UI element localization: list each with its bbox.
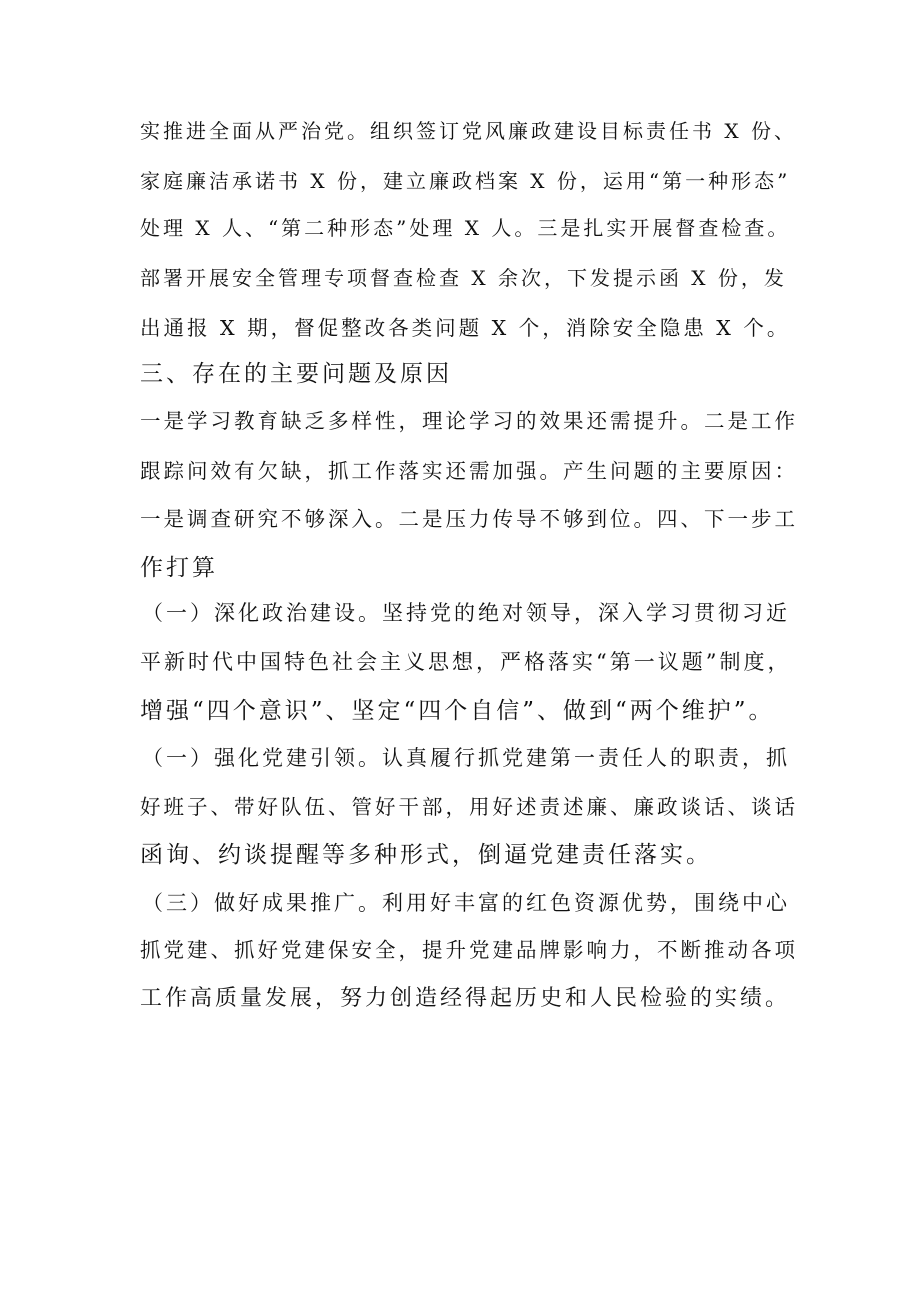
text-line: 家庭廉洁承诺书 X 份，建立廉政档案 X 份，运用“第一种形态”	[140, 169, 791, 193]
text-line: 处理 X 人、“第二种形态”处理 X 人。三是扎实开展督查检查。	[140, 216, 791, 240]
text-line: 平新时代中国特色社会主义思想，严格落实“第一议题”制度，	[140, 650, 792, 674]
text-line: 一是调查研究不够深入。二是压力传导不够到位。四、下一步工	[140, 507, 798, 531]
text-line: 出通报 X 期，督促整改各类问题 X 个，消除安全隐患 X 个。	[140, 316, 791, 340]
text-line: 函询、约谈提醒等多种形式，倒逼党建责任落实。	[140, 842, 712, 868]
text-line: 增强“四个意识”、坚定“四个自信”、做到“两个维护”。	[140, 698, 775, 724]
text-line: 跟踪问效有欠缺，抓工作落实还需加强。产生问题的主要原因：	[140, 459, 798, 483]
text-line: 工作高质量发展，努力创造经得起历史和人民检验的实绩。	[140, 986, 791, 1011]
text-line: （一）强化党建引领。认真履行抓党建第一责任人的职责，抓	[142, 746, 790, 770]
text-line: 好班子、带好队伍、管好干部，用好述责述廉、廉政谈话、谈话	[140, 795, 798, 819]
text-line: （一）深化政治建设。坚持党的绝对领导，深入学习贯彻习近	[142, 601, 790, 625]
text-line: 作打算	[140, 555, 218, 581]
section-heading: 三、存在的主要问题及原因	[140, 361, 452, 387]
text-line: 实推进全面从严治党。组织签订党风廉政建设目标责任书 X 份、	[140, 119, 797, 143]
text-line: 一是学习教育缺乏多样性，理论学习的效果还需提升。二是工作	[140, 409, 798, 433]
text-line: 抓党建、抓好党建保安全，提升党建品牌影响力，不断推动各项	[140, 938, 798, 962]
text-line: 部署开展安全管理专项督查检查 X 余次，下发提示函 X 份，发	[140, 266, 787, 290]
text-line: （三）做好成果推广。利用好丰富的红色资源优势，围绕中心	[142, 891, 790, 915]
